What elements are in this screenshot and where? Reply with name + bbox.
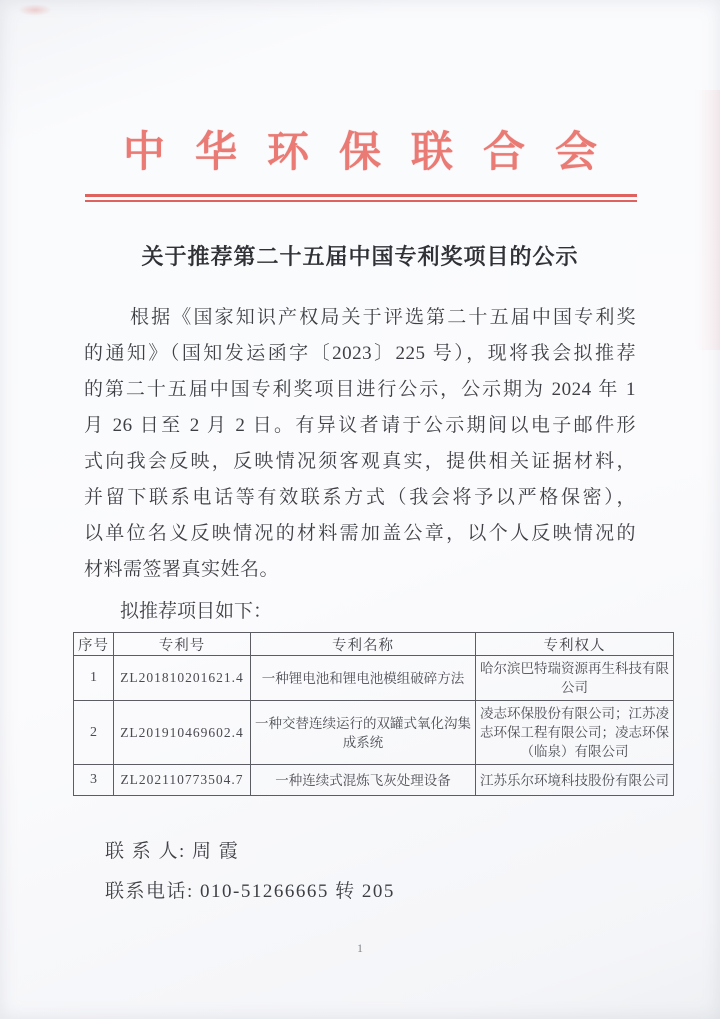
patent-number: ZL201810201621.4 [114,656,251,701]
row-index: 1 [74,656,114,701]
body-paragraph [84,300,636,588]
table-intro-label: 拟推荐项目如下： [120,601,273,622]
letterhead-double-rule [85,194,637,202]
row-index: 3 [74,765,114,796]
document-title: 关于推荐第二十五届中国专利奖项目的公示 [141,244,579,269]
column-header-patentee: 专利权人 [476,633,674,656]
column-header-index: 序号 [74,633,114,656]
patentee: 哈尔滨巴特瑞资源再生科技有限公司 [476,656,674,701]
scan-tint-band [694,90,720,350]
body-line: 以单位名义反映情况的材料需加盖公章，以个人反映情况的 [84,523,636,544]
patent-name: 一种交替连续运行的双罐式氧化沟集成系统 [251,701,476,765]
table-header-row [74,633,674,656]
body-line: 的第二十五届中国专利奖项目进行公示，公示期为 2024 年 1 [84,379,636,400]
column-header-patent-name: 专利名称 [251,633,476,656]
contact-block [105,832,720,912]
body-line: 并留下联系电话等有效联系方式（我会将予以严格保密）， [84,487,636,508]
body-line: 根据《国家知识产权局关于评选第二十五届中国专利奖 [130,307,636,328]
table-row [74,765,674,796]
body-line: 材料需签署真实姓名。 [84,559,280,580]
contact-phone: 联系电话: 010-51266665 转 205 [105,881,395,902]
patent-number: ZL202110773504.7 [114,765,251,796]
patent-name: 一种锂电池和锂电池模组破碎方法 [251,656,476,701]
patent-name: 一种连续式混炼飞灰处理设备 [251,765,476,796]
scan-smudge [18,4,52,16]
table-row [74,656,674,701]
table-row [74,701,674,765]
patentee: 江苏乐尔环境科技股份有限公司 [476,765,674,796]
patent-number: ZL201910469602.4 [114,701,251,765]
row-index: 2 [74,701,114,765]
letterhead-org-name: 中华环保联合会 [122,130,627,176]
patentee: 凌志环保股份有限公司；江苏凌志环保工程有限公司；凌志环保（临泉）有限公司 [476,701,674,765]
page-number: 1 [357,941,363,955]
contact-person: 联 系 人: 周 霞 [105,841,240,862]
patents-table [73,632,674,796]
body-line: 式向我会反映，反映情况须客观真实，提供相关证据材料， [84,451,636,472]
column-header-patent-number: 专利号 [114,633,251,656]
body-line: 的通知》（国知发运函字〔2023〕225 号），现将我会拟推荐 [84,343,636,364]
body-line: 月 26 日至 2 月 2 日。有异议者请于公示期间以电子邮件形 [84,415,636,436]
